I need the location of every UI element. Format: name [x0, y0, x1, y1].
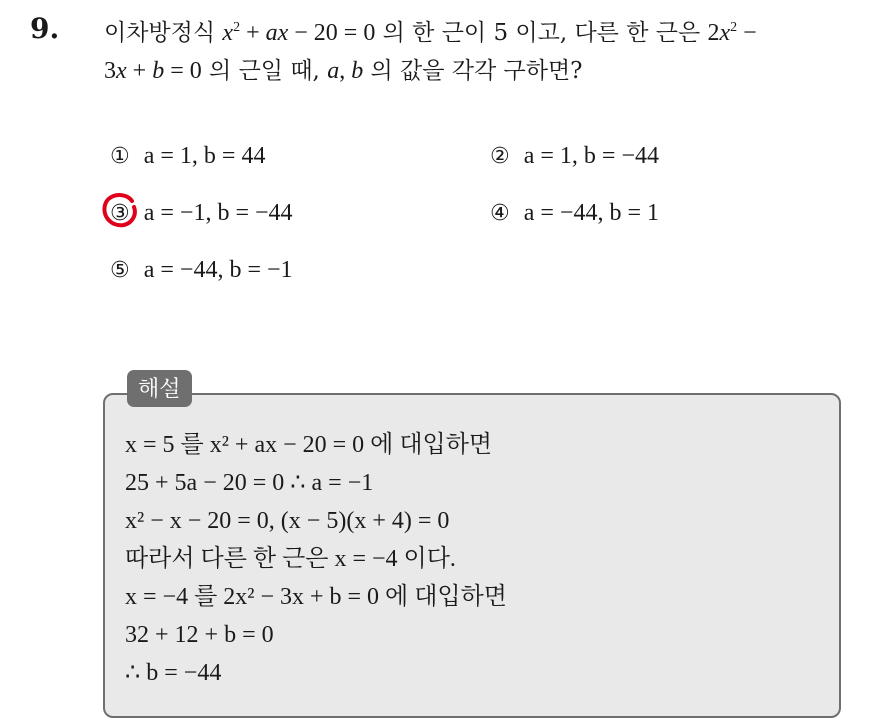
choice-number-2: ② — [490, 144, 510, 169]
solution-row-3: x² − x − 20 = 0, (x − 5)(x + 4) = 0 — [125, 508, 450, 534]
solution-row-2: 25 + 5a − 20 = 0 ∴ a = −1 — [125, 470, 374, 496]
choice-number-4: ④ — [490, 201, 510, 226]
choice-2[interactable] — [490, 143, 659, 170]
question-line-1: 이차방정식 $x^2$ + ax − 20 = 0 의 한 근이 5 이고, 다른 한 근은 $2x^2$ − — [104, 20, 757, 46]
answer-circle-mark-icon — [100, 189, 142, 231]
solution-row-6: 32 + 12 + b = 0 — [125, 622, 274, 648]
choice-text-3: a = −1, b = −44 — [143, 200, 293, 226]
solution-row-4: 따라서 다른 한 근은 x = −4 이다. — [125, 546, 456, 572]
solution-row-5: x = −4 를 2x² − 3x + b = 0 에 대입하면 — [125, 584, 507, 610]
choice-text-1: a = 1, b = 44 — [143, 143, 266, 169]
solution-row-1: x = 5 를 x² + ax − 20 = 0 에 대입하면 — [125, 432, 493, 458]
equation-2-start: $2x^2$ − — [707, 20, 757, 46]
choice-number-1: ① — [110, 144, 130, 169]
choice-text-5: a = −44, b = −1 — [143, 257, 293, 283]
choice-3[interactable] — [110, 200, 293, 227]
solution-content — [125, 426, 825, 692]
equation-2-end: 3x + b = 0 — [104, 58, 202, 84]
choice-number-3: ③ — [110, 201, 130, 226]
choice-4[interactable] — [490, 200, 659, 227]
solution-tag: 해설 — [127, 370, 192, 407]
choice-5[interactable] — [110, 257, 293, 284]
choice-1[interactable] — [110, 143, 265, 170]
choice-number-5: ⑤ — [110, 258, 130, 283]
equation-1: $x^2$ + ax − 20 = 0 — [222, 20, 376, 46]
choice-text-2: a = 1, b = −44 — [523, 143, 659, 169]
solution-row-7: ∴ b = −44 — [125, 660, 222, 686]
question-number: 9. — [30, 12, 60, 45]
choice-text-4: a = −44, b = 1 — [523, 200, 659, 226]
variables-ab: a, b — [327, 58, 364, 84]
question-line-2: 3x + b = 0 의 근일 때, a, b 의 값을 각각 구하면? — [104, 58, 583, 84]
question-text — [104, 14, 874, 90]
